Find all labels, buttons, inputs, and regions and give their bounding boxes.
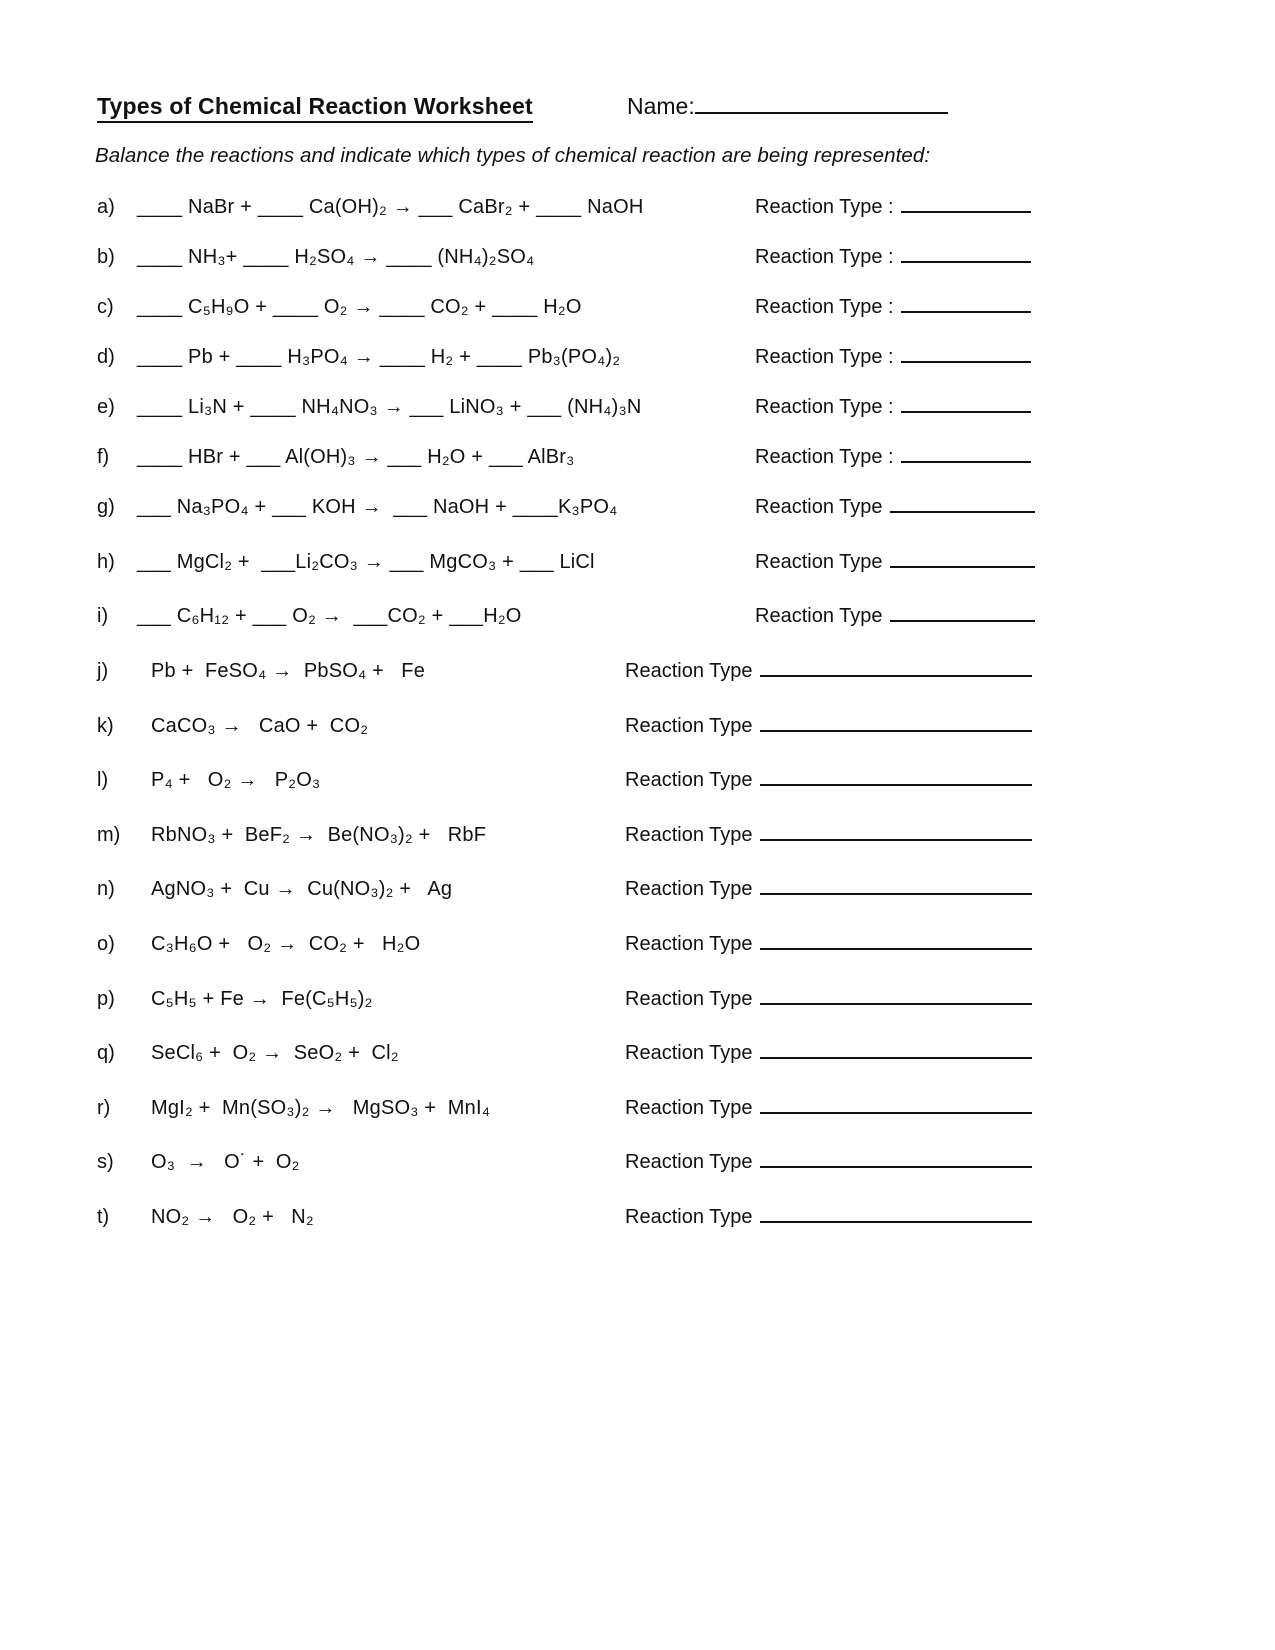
row-letter: m) (97, 823, 121, 846)
reaction-type-blank-line (760, 933, 1032, 950)
reaction-type-label: Reaction Type (625, 769, 753, 792)
reaction-type-label: Reaction Type (755, 550, 883, 573)
row-letter: a) (97, 196, 115, 218)
reaction-type-blank-line (901, 446, 1031, 463)
reaction-type-field (755, 446, 1031, 469)
equation-text: MgI₂ + Mn(SO₃)₂ → MgSO₃ + MnI₄ (151, 1096, 491, 1119)
reaction-type-label: Reaction Type : (755, 346, 894, 368)
row-letter: g) (97, 496, 115, 518)
equation-row (97, 978, 1177, 1033)
reaction-type-blank-line (901, 196, 1031, 213)
reaction-type-label: Reaction Type (625, 878, 753, 901)
reaction-type-blank-line (901, 246, 1031, 263)
reaction-type-blank-line (760, 1151, 1032, 1168)
row-letter: f) (97, 446, 110, 468)
equation-text: ____ HBr + ___ Al(OH)₃ → ___ H₂O + ___ AlBr₃ (137, 446, 575, 468)
equation-row (97, 705, 1177, 760)
reaction-type-field (755, 196, 1031, 219)
row-letter: i) (97, 605, 109, 628)
equation-text: ____ Li₃N + ____ NH₄NO₃ → ___ LiNO₃ + ___ (NH₄)₃N (137, 396, 642, 418)
worksheet-title: Types of Chemical Reaction Worksheet (97, 93, 533, 123)
equation-text: RbNO₃ + BeF₂ → Be(NO₃)₂ + RbF (151, 823, 487, 846)
reaction-type-label: Reaction Type (625, 1042, 753, 1065)
equation-text: ____ Pb + ____ H₃PO₄ → ____ H₂ + ____ Pb₃(PO₄)₂ (137, 346, 621, 368)
reaction-type-field (625, 824, 1032, 847)
equation-row (97, 868, 1177, 923)
equation-row (97, 386, 1177, 436)
equation-row (97, 1141, 1177, 1196)
equation-text: ____ NaBr + ____ Ca(OH)₂ → ___ CaBr₂ + ____ NaOH (137, 196, 644, 218)
reaction-type-field (625, 1042, 1032, 1065)
row-letter: t) (97, 1206, 110, 1228)
reaction-type-blank-line (760, 660, 1032, 677)
reaction-type-label: Reaction Type (755, 605, 883, 628)
equation-text: P₄ + O₂ → P₂O₃ (151, 769, 321, 792)
row-letter: h) (97, 550, 115, 573)
reaction-type-blank-line (760, 878, 1032, 895)
equation-row (97, 814, 1177, 869)
row-letter: c) (97, 296, 114, 318)
equation-row (97, 186, 1177, 236)
equations-list (97, 186, 1177, 1251)
reaction-type-field (625, 660, 1032, 683)
name-field (627, 93, 948, 120)
reaction-type-field (755, 246, 1031, 269)
row-letter: n) (97, 878, 115, 901)
reaction-type-label: Reaction Type : (755, 246, 894, 268)
row-letter: r) (97, 1096, 111, 1119)
reaction-type-blank-line (890, 551, 1035, 568)
row-letter: s) (97, 1151, 114, 1174)
reaction-type-blank-line (760, 769, 1032, 786)
equation-row (97, 1032, 1177, 1087)
reaction-type-field (625, 988, 1032, 1011)
reaction-type-blank-line (760, 1097, 1032, 1114)
equation-text: ____ NH₃+ ____ H₂SO₄ → ____ (NH₄)₂SO₄ (137, 246, 535, 268)
reaction-type-blank-line (760, 1206, 1032, 1223)
row-letter: d) (97, 346, 115, 368)
reaction-type-field (755, 605, 1035, 628)
equation-text: AgNO₃ + Cu → Cu(NO₃)₂ + Ag (151, 878, 453, 901)
equation-row (97, 1196, 1177, 1251)
reaction-type-blank-line (760, 824, 1032, 841)
reaction-type-blank-line (890, 496, 1035, 513)
row-letter: q) (97, 1042, 115, 1065)
reaction-type-blank-line (901, 346, 1031, 363)
reaction-type-field (755, 551, 1035, 574)
equation-row (97, 541, 1177, 596)
equation-text: Pb + FeSO₄ → PbSO₄ + Fe (151, 660, 426, 683)
reaction-type-label: Reaction Type (625, 1151, 753, 1174)
reaction-type-label: Reaction Type (625, 1096, 753, 1119)
equation-text: C₅H₅ + Fe → Fe(C₅H₅)₂ (151, 987, 373, 1010)
equation-row (97, 923, 1177, 978)
reaction-type-field (625, 933, 1032, 956)
row-letter: b) (97, 246, 115, 268)
equation-text: ___ Na₃PO₄ + ___ KOH → ___ NaOH + ____K₃PO₄ (137, 496, 618, 518)
reaction-type-label: Reaction Type (625, 933, 753, 956)
reaction-type-field (625, 1151, 1032, 1174)
reaction-type-label: Reaction Type (755, 496, 883, 518)
equation-row (97, 336, 1177, 386)
instruction-text: Balance the reactions and indicate which types of chemical reaction are being represented: (95, 144, 931, 167)
row-letter: l) (97, 769, 109, 792)
equation-row (97, 486, 1177, 541)
reaction-type-label: Reaction Type (625, 1206, 753, 1228)
equation-text: C₃H₆O + O₂ → CO₂ + H₂O (151, 933, 421, 956)
equation-row (97, 759, 1177, 814)
reaction-type-field (625, 769, 1032, 792)
reaction-type-field (625, 715, 1032, 738)
equation-text: SeCl₆ + O₂ → SeO₂ + Cl₂ (151, 1042, 399, 1065)
reaction-type-label: Reaction Type (625, 823, 753, 846)
reaction-type-field (625, 878, 1032, 901)
row-letter: o) (97, 933, 115, 956)
row-letter: k) (97, 714, 114, 737)
equation-text: NO₂ → O₂ + N₂ (151, 1206, 314, 1228)
reaction-type-label: Reaction Type (625, 714, 753, 737)
equation-text: ____ C₅H₉O + ____ O₂ → ____ CO₂ + ____ H₂O (137, 296, 582, 318)
reaction-type-field (755, 296, 1031, 319)
equation-text: O₃ → O˙ + O₂ (151, 1151, 300, 1174)
equation-row (97, 286, 1177, 336)
reaction-type-field (755, 346, 1031, 369)
reaction-type-blank-line (890, 605, 1035, 622)
equation-text: ___ C₆H₁₂ + ___ O₂ → ___CO₂ + ___H₂O (137, 605, 522, 628)
row-letter: e) (97, 396, 115, 418)
reaction-type-field (625, 1097, 1032, 1120)
reaction-type-label: Reaction Type (625, 660, 753, 683)
reaction-type-field (755, 396, 1031, 419)
reaction-type-blank-line (760, 715, 1032, 732)
reaction-type-field (625, 1206, 1032, 1229)
reaction-type-blank-line (901, 296, 1031, 313)
reaction-type-label: Reaction Type : (755, 446, 894, 468)
reaction-type-label: Reaction Type : (755, 196, 894, 218)
reaction-type-blank-line (760, 1042, 1032, 1059)
row-letter: p) (97, 987, 115, 1010)
reaction-type-blank-line (901, 396, 1031, 413)
reaction-type-label: Reaction Type : (755, 296, 894, 318)
equation-row (97, 595, 1177, 650)
reaction-type-blank-line (760, 988, 1032, 1005)
name-label: Name: (627, 93, 695, 119)
equation-row (97, 650, 1177, 705)
name-blank-line (695, 94, 948, 114)
equation-row (97, 1087, 1177, 1142)
equation-text: CaCO₃ → CaO + CO₂ (151, 714, 369, 737)
equation-row (97, 236, 1177, 286)
equation-text: ___ MgCl₂ + ___Li₂CO₃ → ___ MgCO₃ + ___ LiCl (137, 550, 595, 573)
equation-row (97, 436, 1177, 486)
row-letter: j) (97, 660, 109, 683)
reaction-type-label: Reaction Type (625, 987, 753, 1010)
reaction-type-field (755, 496, 1035, 519)
reaction-type-label: Reaction Type : (755, 396, 894, 418)
